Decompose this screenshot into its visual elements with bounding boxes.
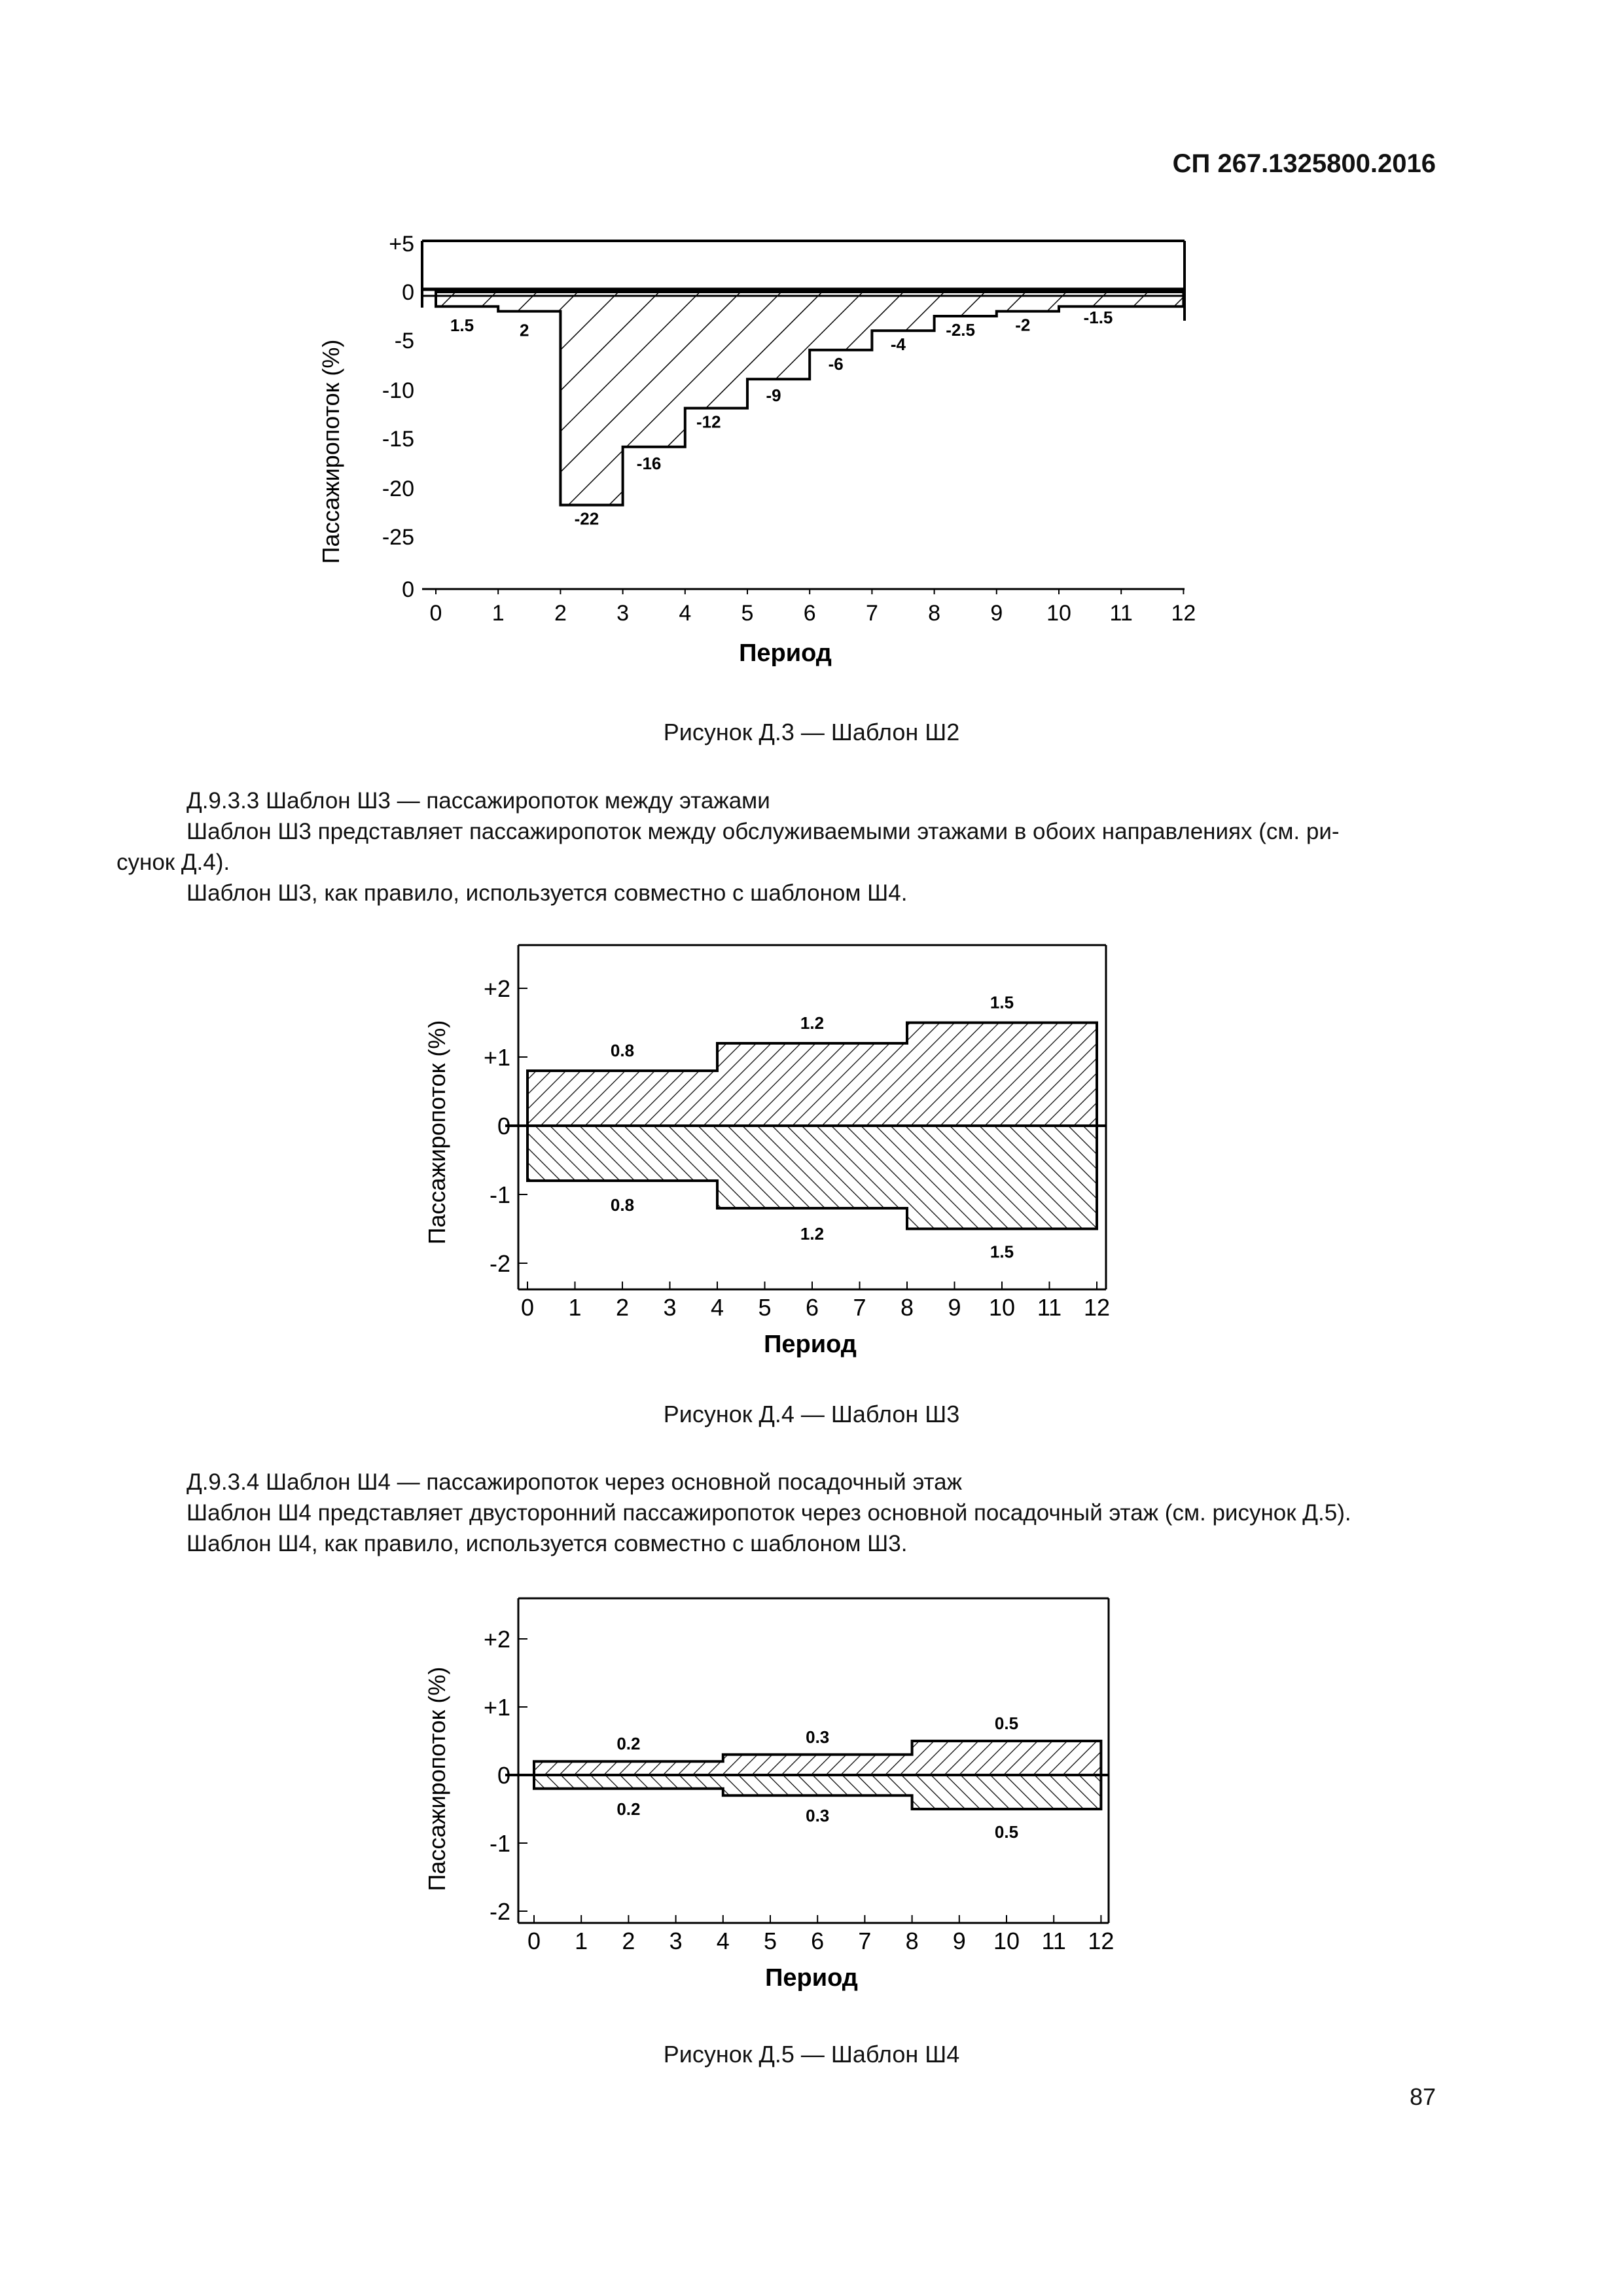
figure-d3-ylabel: Пассажиропоток (%) bbox=[317, 339, 344, 564]
figure-d3-y-tick-label: 0 bbox=[402, 280, 414, 305]
figure-d4-x-tick-label: 11 bbox=[1037, 1294, 1062, 1321]
section-d934-heading: Д.9.3.4 Шаблон Ш4 — пассажиропоток через основной посадочный этаж bbox=[187, 1469, 963, 1495]
figure-d3-x-tick-label: 7 bbox=[865, 601, 878, 626]
figure-d5-caption: Рисунок Д.5 — Шаблон Ш4 bbox=[663, 2041, 960, 2068]
figure-d4-ylabel: Пассажиропоток (%) bbox=[423, 1020, 450, 1245]
figure-d4-value-label: 1.2 bbox=[800, 1224, 825, 1244]
figure-d5-value-label: 0.2 bbox=[616, 1799, 641, 1819]
figure-d5-y-tick-label: -1 bbox=[489, 1830, 510, 1857]
figure-d3-x-tick-label: 5 bbox=[741, 601, 754, 626]
figure-d3-value-label: -16 bbox=[636, 453, 662, 473]
figure-d3-value-label: -2 bbox=[1015, 315, 1031, 335]
section-d933-text-1: Шаблон Ш3 представляет пассажиропоток между обслуживаемыми этажами в обоих направлениях (см. ри- bbox=[187, 819, 1340, 844]
figure-d5-x-tick-label: 9 bbox=[952, 1928, 966, 1954]
figure-d5-x-tick-label: 0 bbox=[527, 1928, 541, 1954]
figure-d3-value-label: -9 bbox=[766, 386, 781, 406]
figure-d4-value-label: 1.2 bbox=[800, 1013, 825, 1033]
figure-d4-y-tick-label: +1 bbox=[483, 1044, 510, 1071]
figure-d4-chart bbox=[419, 936, 1126, 1361]
figure-d5-value-label: 0.5 bbox=[994, 1713, 1019, 1733]
figure-d3-x-tick-label: 8 bbox=[928, 601, 941, 626]
figure-d5-value-label: 0.5 bbox=[994, 1822, 1019, 1842]
page-number: 87 bbox=[1409, 2083, 1436, 2110]
figure-d3-y-tick-label: 0 bbox=[402, 577, 414, 602]
figure-d3-value-label: -4 bbox=[890, 334, 906, 355]
figure-d3-x-tick-label: 3 bbox=[616, 601, 630, 626]
figure-d5-x-tick-label: 11 bbox=[1041, 1928, 1066, 1954]
figure-d4-value-label: 0.8 bbox=[610, 1195, 635, 1215]
figure-d3-chart bbox=[314, 229, 1204, 674]
figure-d3-value-label: -22 bbox=[574, 509, 599, 529]
figure-d5-value-label: 0.3 bbox=[806, 1727, 830, 1747]
figure-d4-xlabel: Период bbox=[764, 1331, 857, 1358]
figure-d4-value-label: 1.5 bbox=[990, 1242, 1014, 1262]
figure-d3-x-tick-label: 6 bbox=[803, 601, 816, 626]
figure-d4-x-tick-label: 2 bbox=[615, 1294, 630, 1321]
figure-d3-xlabel: Период bbox=[739, 639, 832, 667]
figure-d4-x-tick-label: 1 bbox=[568, 1294, 582, 1321]
figure-d4-x-tick-label: 0 bbox=[520, 1294, 535, 1321]
figure-d5-value-label: 0.3 bbox=[806, 1806, 830, 1826]
figure-d4-y-tick-label: -1 bbox=[489, 1181, 510, 1208]
figure-d3-caption: Рисунок Д.3 — Шаблон Ш2 bbox=[663, 719, 960, 745]
figure-d4-x-tick-label: 5 bbox=[758, 1294, 772, 1321]
figure-d3-value-label: 1.5 bbox=[450, 315, 474, 336]
figure-d4-y-tick-label: +2 bbox=[483, 975, 510, 1002]
figure-d5-x-tick-label: 5 bbox=[763, 1928, 777, 1954]
figure-d5-ylabel: Пассажиропоток (%) bbox=[423, 1666, 450, 1892]
figure-d5-y-tick-label: -2 bbox=[489, 1898, 510, 1925]
figure-d4-value-label: 1.5 bbox=[990, 992, 1014, 1013]
figure-d3-y-tick-label: -5 bbox=[394, 329, 414, 353]
figure-d4-x-tick-label: 3 bbox=[663, 1294, 677, 1321]
figure-d3-y-tick-label: +5 bbox=[389, 232, 414, 257]
figure-d3-y-tick-label: -10 bbox=[382, 378, 414, 403]
figure-d3-x-tick-label: 4 bbox=[679, 601, 692, 626]
figure-d4-y-tick-label: 0 bbox=[497, 1113, 510, 1139]
figure-d4-area-up bbox=[527, 1023, 1097, 1126]
figure-d3-x-tick-label: 9 bbox=[990, 601, 1003, 626]
figure-d5-x-tick-label: 12 bbox=[1088, 1928, 1115, 1954]
figure-d4-x-tick-label: 8 bbox=[900, 1294, 914, 1321]
figure-d3-y-tick-label: -15 bbox=[382, 427, 414, 452]
figure-d3-x-tick-label: 1 bbox=[491, 601, 505, 626]
figure-d5-x-tick-label: 4 bbox=[716, 1928, 730, 1954]
figure-d5-y-tick-label: +2 bbox=[483, 1626, 510, 1653]
figure-d3-y-tick-label: -20 bbox=[382, 476, 414, 501]
figure-d3-value-label: -6 bbox=[828, 353, 844, 374]
figure-d3-x-tick-label: 11 bbox=[1109, 601, 1133, 626]
section-d934-text-1: Шаблон Ш4 представляет двусторонний пассажиропоток через основной посадочный этаж (см. рисунок Д.5). bbox=[187, 1500, 1351, 1526]
document-code: СП 267.1325800.2016 bbox=[1172, 149, 1436, 178]
section-d933-heading: Д.9.3.3 Шаблон Ш3 — пассажиропоток между этажами bbox=[187, 788, 770, 814]
figure-d5-x-tick-label: 7 bbox=[858, 1928, 872, 1954]
figure-d3-value-label: -12 bbox=[696, 412, 721, 432]
figure-d5-chart bbox=[419, 1589, 1126, 1995]
figure-d5-x-tick-label: 2 bbox=[622, 1928, 635, 1954]
figure-d5-y-tick-label: 0 bbox=[497, 1762, 510, 1789]
section-d933-text-2: сунок Д.4). bbox=[116, 850, 230, 875]
figure-d5-value-label: 0.2 bbox=[616, 1734, 641, 1754]
figure-d3-x-tick-label: 12 bbox=[1171, 601, 1196, 626]
figure-d5-x-tick-label: 1 bbox=[575, 1928, 588, 1954]
figure-d4-x-tick-label: 7 bbox=[853, 1294, 866, 1321]
figure-d4-y-tick-label: -2 bbox=[489, 1250, 510, 1277]
figure-d3-area bbox=[436, 292, 1183, 505]
figure-d4-caption: Рисунок Д.4 — Шаблон Ш3 bbox=[663, 1401, 960, 1427]
figure-d5-x-tick-label: 10 bbox=[993, 1928, 1020, 1954]
figure-d3-x-tick-label: 10 bbox=[1046, 601, 1071, 626]
figure-d3-value-label: 2 bbox=[519, 320, 529, 340]
figure-d3-value-label: -2.5 bbox=[946, 320, 976, 340]
figure-d5-y-tick-label: +1 bbox=[483, 1694, 510, 1721]
figure-d5-x-tick-label: 6 bbox=[811, 1928, 825, 1954]
figure-d4-x-tick-label: 12 bbox=[1083, 1294, 1111, 1321]
figure-d5-x-tick-label: 8 bbox=[905, 1928, 919, 1954]
section-d933-text-3: Шаблон Ш3, как правило, используется совместно с шаблоном Ш4. bbox=[187, 880, 908, 906]
figure-d3-y-tick-label: -25 bbox=[382, 525, 414, 550]
figure-d4-x-tick-label: 10 bbox=[988, 1294, 1016, 1321]
figure-d3-x-tick-label: 2 bbox=[554, 601, 567, 626]
figure-d4-value-label: 0.8 bbox=[610, 1041, 635, 1060]
figure-d3-value-label: -1.5 bbox=[1083, 308, 1113, 328]
figure-d5-x-tick-label: 3 bbox=[669, 1928, 683, 1954]
figure-d5-xlabel: Период bbox=[765, 1964, 858, 1992]
figure-d3-x-tick-label: 0 bbox=[429, 601, 442, 626]
figure-d4-x-tick-label: 6 bbox=[805, 1294, 819, 1321]
section-d934-text-2: Шаблон Ш4, как правило, используется совместно с шаблоном Ш3. bbox=[187, 1531, 908, 1556]
figure-d4-x-tick-label: 9 bbox=[948, 1294, 961, 1321]
figure-d4-x-tick-label: 4 bbox=[710, 1294, 724, 1321]
